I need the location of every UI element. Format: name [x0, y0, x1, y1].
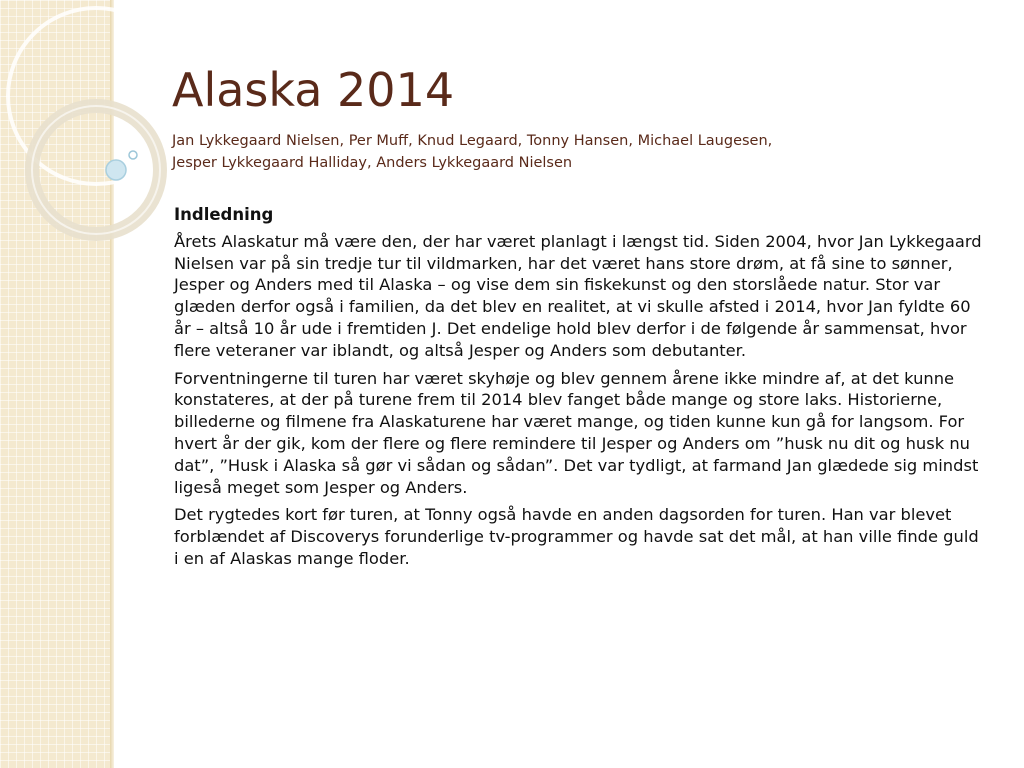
- body-paragraph-1: Årets Alaskatur må være den, der har været planlagt i længst tid. Siden 2004, hvor Jan Lykkegaard Nielsen var på sin tredje tur til vildmarken, har det været hans store drøm, at få sine to sønner, Jesper og Anders med til Alaska – og vise dem sin fiskekunst og den storslåede natur. Stor var glæden derfor også i familien, da det blev en realitet, at vi skulle afsted i 2014, hvor Jan fyldte 60 år – altså 10 år ude i fremtiden J. Det endelige hold blev derfor i de følgende år sammensat, hvor flere veteraner var iblandt, og altså Jesper og Anders som debutanter.: [174, 231, 982, 360]
- tiny-bubble: [129, 151, 137, 159]
- body-paragraph-3: Det rygtedes kort før turen, at Tonny også havde en anden dagsorden for turen. Han var blevet forblændet af Discoverys forunderlige tv-programmer og havde sat det mål, at han ville finde guld i en af Alaskas mange floder.: [174, 505, 979, 568]
- body-paragraph-2: Forventningerne til turen har været skyhøje og blev gennem årene ikke mindre af, at det kunne konstateres, at der på turene frem til 2014 blev fanget både mange og store laks. Historierne, billederne og filmene fra Alaskaturene har været mange, og tiden kunne kun gå for langsom. For hvert år der gik, kom der flere og flere remindere til Jesper og Anders om ”husk nu dit og husk nu dat”, ”Husk i Alaska så gør vi sådan og sådan”. Det var tydligt, at farmand Jan glædede sig mindst ligeså meget som Jesper og Anders.: [174, 368, 979, 497]
- section-heading: Indledning: [174, 205, 274, 224]
- authors-line-1: Jan Lykkegaard Nielsen, Per Muff, Knud Legaard, Tonny Hansen, Michael Laugesen,: [172, 133, 773, 149]
- slide-subtitle-authors: [172, 130, 972, 174]
- slide-body: [174, 204, 984, 576]
- authors-line-2: Jesper Lykkegaard Halliday, Anders Lykkegaard Nielsen: [172, 155, 573, 171]
- decorative-circles: [0, 0, 200, 320]
- small-bubble: [106, 160, 126, 180]
- slide-title: Alaska 2014: [172, 63, 455, 117]
